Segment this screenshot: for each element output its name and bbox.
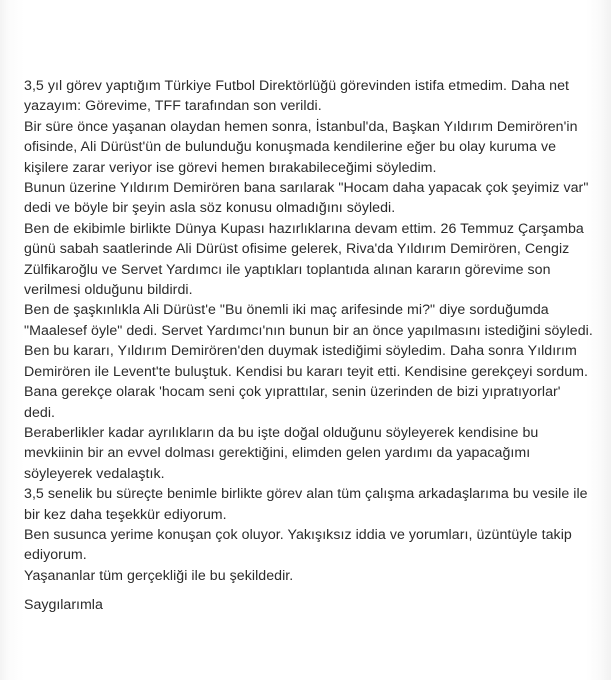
letter-line: 3,5 yıl görev yaptığım Türkiye Futbol Direktörlüğü görevinden istifa etmedim. Daha net: [24, 78, 569, 94]
letter-line: Ben bu kararı, Yıldırım Demirören'den duymak istediğimi söyledim. Daha sonra Yıldırım: [24, 343, 577, 360]
letter-line: mevkiinin bir an evvel dolması gerektiğini, elimden gelen yardımı da yapacağımı: [24, 445, 531, 462]
letter-line: kişilere zarar veriyor ise görevi hemen bırakabileceğimi söyledim.: [24, 159, 437, 176]
letter-line: ediyorum.: [24, 547, 87, 564]
letter-line: Bana gerekçe olarak 'hocam seni çok yıprattılar, senin üzerinden de bizi yıpratıyorlar': [24, 384, 561, 401]
letter-line: Bunun üzerine Yıldırım Demirören bana sarılarak "Hocam daha yapacak çok şeyimiz var": [24, 180, 589, 197]
letter-line: Beraberlikler kadar ayrılıkların da bu işte doğal olduğunu söyleyerek kendisine bu: [24, 424, 539, 441]
letter-line: 3,5 senelik bu süreçte benimle birlikte görev alan tüm çalışma arkadaşlarıma bu vesile ile: [24, 486, 588, 503]
letter-line: Bir süre önce yaşanan olaydan hemen sonra, İstanbul'da, Başkan Yıldırım Demirören'in: [24, 118, 578, 135]
letter-line: dedi ve böyle bir şeyin asla söz konusu olmadığını söyledi.: [24, 200, 396, 217]
letter-line: ofisinde, Ali Dürüst'ün de bulunduğu konuşmada kendilerine eğer bu olay kuruma ve: [24, 139, 557, 156]
letter-line: günü sabah saatlerinde Ali Dürüst ofisime gelerek, Riva'da Yıldırım Demirören, Cengiz: [24, 241, 570, 258]
letter-line: bir kez daha teşekkür ediyorum.: [24, 506, 227, 523]
letter-body: [24, 76, 596, 586]
letter-line: Zülfikaroğlu ve Servet Yardımcı ile yaptıkları toplantıda alınan kararın görevime son: [24, 261, 551, 278]
letter-line: dedi.: [24, 404, 56, 421]
letter-line: söyleyerek vedalaştık.: [24, 465, 165, 482]
letter-line: verilmesi olduğunu bildirdi.: [24, 282, 193, 299]
letter-line: Ben de şaşkınlıkla Ali Dürüst'e "Bu önemli iki maç arifesinde mi?" diye sorduğumda: [24, 302, 549, 319]
letter-line: "Maalesef öyle" dedi. Servet Yardımcı'nın bunun bir an önce yapılmasını istediğini söyledi.: [24, 322, 593, 339]
letter-line: yazayım: Görevime, TFF tarafından son verildi.: [24, 98, 322, 115]
letter-line: Ben susunca yerime konuşan çok oluyor. Yakışıksız iddia ve yorumları, üzüntüyle takip: [24, 526, 572, 543]
letter-line: Demirören ile Levent'te buluştuk. Kendisi bu kararı teyit etti. Kendisine gerekçeyi sordum.: [24, 363, 588, 380]
letter-line: Yaşananlar tüm gerçekliği ile bu şekildedir.: [24, 567, 294, 584]
letter-line: Ben de ekibimle birlikte Dünya Kupası hazırlıklarına devam ettim. 26 Temmuz Çarşamba: [24, 220, 584, 237]
letter-signoff: Saygılarımla: [24, 597, 103, 613]
